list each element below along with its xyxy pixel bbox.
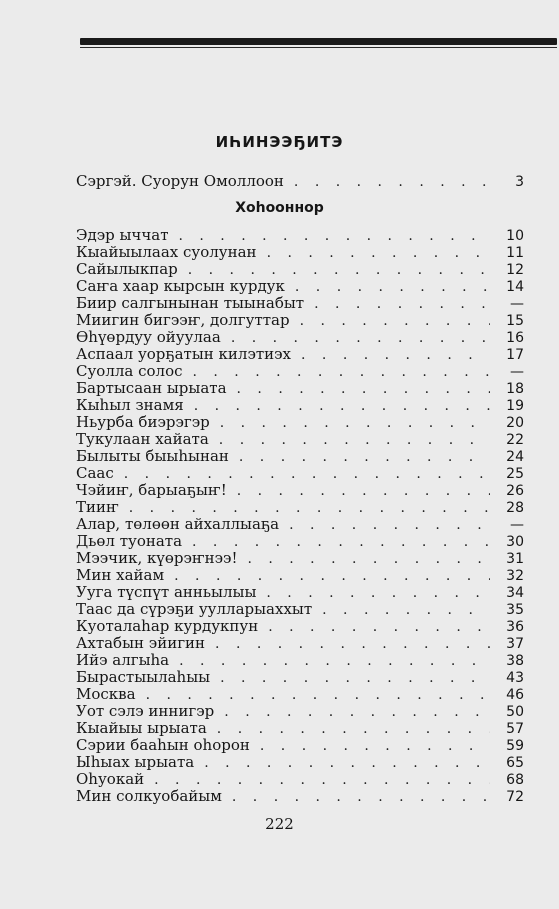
entry-page: 35 bbox=[506, 602, 524, 618]
entry-page: 43 bbox=[506, 670, 524, 686]
top-rule bbox=[80, 38, 557, 45]
contents-entry bbox=[76, 566, 524, 584]
contents-entry bbox=[76, 311, 524, 329]
entry-title: Мин солкуобайым bbox=[76, 787, 222, 805]
entry-title: Эдэр ыччат bbox=[76, 226, 169, 244]
contents-entry bbox=[76, 651, 524, 669]
contents-entry bbox=[76, 481, 524, 499]
contents-entry bbox=[76, 226, 524, 244]
entry-page: — bbox=[510, 517, 524, 533]
contents-entry bbox=[76, 583, 524, 601]
contents-entry bbox=[76, 294, 524, 312]
entry-title: Ууга түспүт анньылыы bbox=[76, 583, 257, 601]
entry-title: Ыһыах ырыата bbox=[76, 753, 195, 771]
entry-page: 12 bbox=[506, 262, 524, 278]
entry-page: — bbox=[510, 364, 524, 380]
contents-entry bbox=[76, 702, 524, 720]
contents-entry bbox=[76, 600, 524, 618]
entry-title: Бырастыылаһыы bbox=[76, 668, 211, 686]
entry-page: 25 bbox=[506, 466, 524, 482]
entry-title: Чэйиҥ, барыаҕыҥ! bbox=[76, 481, 227, 499]
entry-page: 38 bbox=[506, 653, 524, 669]
entry-page: 16 bbox=[506, 330, 524, 346]
entry-title: Өһүөрдуу ойуулаа bbox=[76, 328, 221, 346]
entry-title: Былыты быыһынан bbox=[76, 447, 229, 465]
leader-dots bbox=[294, 173, 490, 191]
entry-title: Дьөл туоната bbox=[76, 532, 183, 550]
entry-title: Тукулаан хайата bbox=[76, 430, 209, 448]
entry-page: 46 bbox=[506, 687, 524, 703]
entry-page: 10 bbox=[506, 228, 524, 244]
entry-title: Мин хайам bbox=[76, 566, 165, 584]
contents-entry bbox=[76, 464, 524, 482]
entry-page: 59 bbox=[506, 738, 524, 754]
entry-title: Ахтабын эйигин bbox=[76, 634, 206, 652]
entry-page: 11 bbox=[506, 245, 524, 261]
contents-entry bbox=[76, 396, 524, 414]
entry-page: 36 bbox=[506, 619, 524, 635]
contents-entry bbox=[76, 260, 524, 278]
entry-title: Кыһыл знамя bbox=[76, 396, 184, 414]
contents-entry bbox=[76, 430, 524, 448]
entry-title: Сэрии бааһын оһорон bbox=[76, 736, 250, 754]
contents-entry bbox=[76, 447, 524, 465]
entry-title: Миигин бигээҥ, долгуттар bbox=[76, 311, 290, 329]
entry-title: Мээчик, күөрэҥнээ! bbox=[76, 549, 238, 567]
entry-page: 72 bbox=[506, 789, 524, 805]
contents-entry bbox=[76, 719, 524, 737]
contents-entry bbox=[76, 685, 524, 703]
contents-entry bbox=[76, 515, 524, 533]
entry-title: Сайылыкпар bbox=[76, 260, 178, 278]
entry-title: Тииҥ bbox=[76, 498, 119, 516]
entry-page: 18 bbox=[506, 381, 524, 397]
entry-page: 57 bbox=[506, 721, 524, 737]
contents-entry bbox=[76, 736, 524, 754]
entry-page: 14 bbox=[506, 279, 524, 295]
contents-entry bbox=[76, 345, 524, 363]
entry-title: Бартысаан ырыата bbox=[76, 379, 227, 397]
entry-page: 24 bbox=[506, 449, 524, 465]
entry-page: — bbox=[510, 296, 524, 312]
contents-entry bbox=[76, 328, 524, 346]
leader-dots bbox=[232, 788, 490, 806]
contents-entry bbox=[76, 362, 524, 380]
intro-entry bbox=[76, 172, 524, 190]
contents-entry bbox=[76, 277, 524, 295]
entry-title: Уот сэлэ иннигэр bbox=[76, 702, 215, 720]
entry-page: 28 bbox=[506, 500, 524, 516]
contents-entry bbox=[76, 668, 524, 686]
entry-page: 32 bbox=[506, 568, 524, 584]
contents-entry bbox=[76, 379, 524, 397]
contents-entry bbox=[76, 498, 524, 516]
entry-page: 3 bbox=[515, 174, 524, 190]
contents-entry bbox=[76, 617, 524, 635]
entry-title: Ньурба биэрэгэр bbox=[76, 413, 210, 431]
entry-page: 30 bbox=[506, 534, 524, 550]
contents-entry bbox=[76, 549, 524, 567]
entry-title: Ийэ алгыһа bbox=[76, 651, 170, 669]
entry-title: Аспаал уорҕатын килэтиэх bbox=[76, 345, 292, 363]
entry-page: 68 bbox=[506, 772, 524, 788]
entry-title: Саас bbox=[76, 464, 114, 482]
contents-entry bbox=[76, 243, 524, 261]
entry-page: 17 bbox=[506, 347, 524, 363]
section-subheading: Хоhооннор bbox=[235, 200, 324, 216]
entry-title: Оһуокай bbox=[76, 770, 145, 788]
contents-entry bbox=[76, 532, 524, 550]
entry-page: 65 bbox=[506, 755, 524, 771]
entry-title: Сэргэй. Суорун Омоллоон bbox=[76, 172, 284, 190]
entry-page: 22 bbox=[506, 432, 524, 448]
page-number: 222 bbox=[265, 815, 294, 833]
entry-title: Биир салгынынан тыынабыт bbox=[76, 294, 305, 312]
contents-entry bbox=[76, 413, 524, 431]
entry-page: 15 bbox=[506, 313, 524, 329]
contents-heading: ИҺИНЭЭҔИТЭ bbox=[215, 133, 344, 151]
top-rule-thin bbox=[80, 47, 557, 48]
contents-entry bbox=[76, 770, 524, 788]
contents-entry bbox=[76, 753, 524, 771]
entry-title: Таас да сүрэҕи уулларыаххыт bbox=[76, 600, 313, 618]
entry-title: Москва bbox=[76, 685, 136, 703]
entry-title: Саҥа хаар кырсын курдук bbox=[76, 277, 285, 295]
entry-title: Суолла солос bbox=[76, 362, 183, 380]
entry-page: 19 bbox=[506, 398, 524, 414]
entry-page: 26 bbox=[506, 483, 524, 499]
entry-title: Куоталаһар курдукпун bbox=[76, 617, 259, 635]
contents-entry bbox=[76, 787, 524, 805]
entry-title: Кыайыылаах суолунан bbox=[76, 243, 257, 261]
entry-title: Кыайыы ырыата bbox=[76, 719, 207, 737]
entry-page: 31 bbox=[506, 551, 524, 567]
entry-page: 37 bbox=[506, 636, 524, 652]
entry-title: Алар, төлөөн айхаллыаҕа bbox=[76, 515, 280, 533]
entry-page: 20 bbox=[506, 415, 524, 431]
contents-entry bbox=[76, 634, 524, 652]
entry-page: 34 bbox=[506, 585, 524, 601]
entry-page: 50 bbox=[506, 704, 524, 720]
